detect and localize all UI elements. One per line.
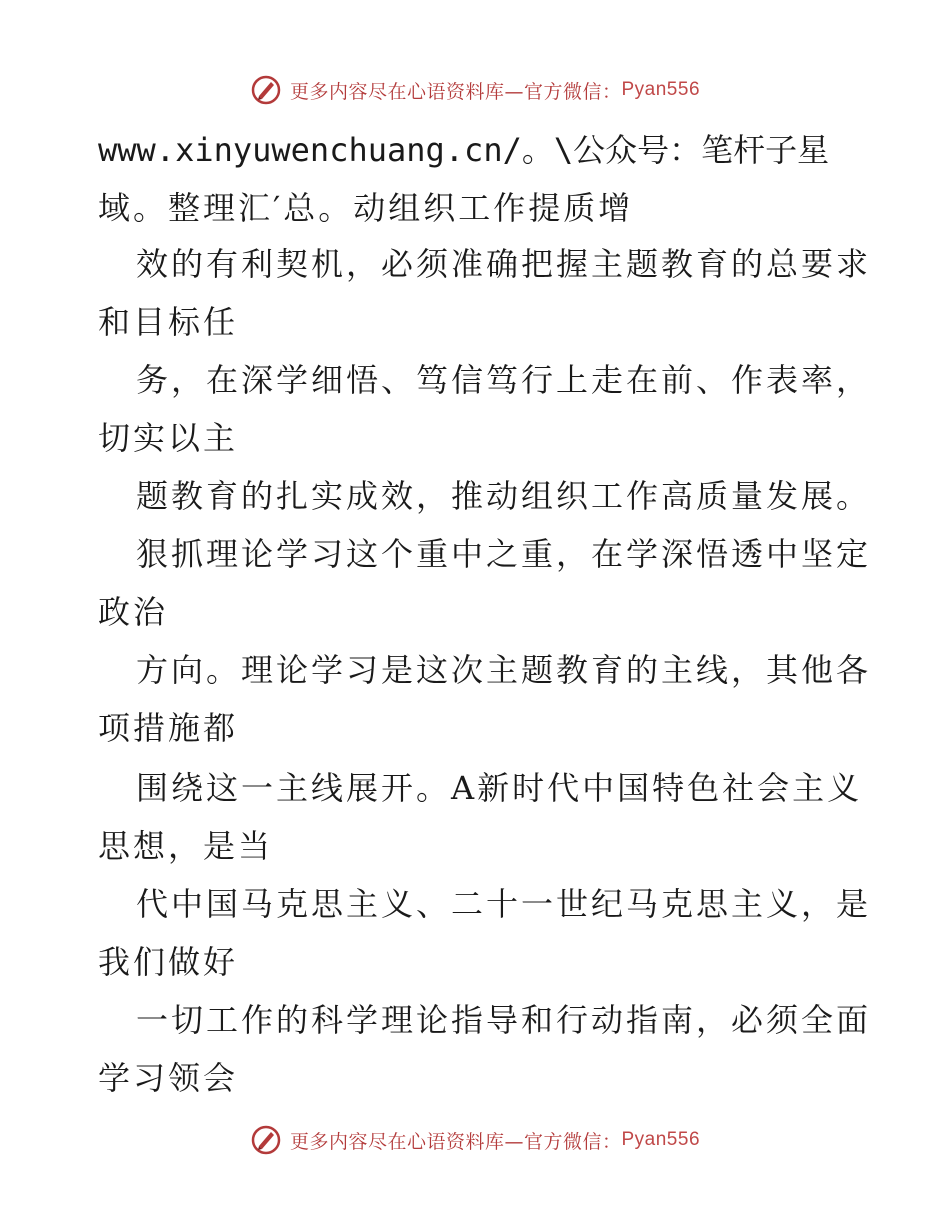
- text-line: 政治: [98, 593, 169, 631]
- text-line: 题教育的扎实成效，推动组织工作高质量发展。: [136, 477, 872, 515]
- text-line: 切实以主: [98, 419, 239, 457]
- footer-banner: [0, 1120, 950, 1160]
- header-banner-id: Pyan556: [621, 79, 701, 100]
- footer-banner-text: 更多内容尽在心语资料库—官方微信：: [289, 1130, 622, 1153]
- pen-logo-icon: [250, 74, 282, 106]
- text-line: 和目标任: [98, 303, 239, 341]
- pen-logo-icon: [250, 1124, 282, 1156]
- text-line: 学习领会: [98, 1059, 239, 1097]
- text-line: www.xinyuwenchuang.cn/。\公众号：笔杆子星: [98, 131, 830, 169]
- text-line: 方向。理论学习是这次主题教育的主线，其他各: [136, 651, 872, 689]
- text-line: 思想，是当: [98, 827, 274, 865]
- text-line: 域。整理汇′总。动组织工作提质增: [98, 189, 634, 227]
- footer-banner-id: Pyan556: [621, 1129, 701, 1150]
- text-line: 项措施都: [98, 709, 239, 747]
- text-line: 代中国马克思主义、二十一世纪马克思主义，是: [136, 885, 872, 923]
- header-banner: [0, 70, 950, 110]
- text-line: 务，在深学细悟、笃信笃行上走在前、作表率，: [136, 361, 872, 399]
- text-line: 狠抓理论学习这个重中之重，在学深悟透中坚定: [136, 535, 872, 573]
- text-line: 我们做好: [98, 943, 239, 981]
- text-line: 围绕这一主线展开。A新时代中国特色社会主义: [136, 769, 863, 807]
- text-line: 一切工作的科学理论指导和行动指南，必须全面: [136, 1001, 872, 1039]
- text-line: 效的有利契机，必须准确把握主题教育的总要求: [136, 245, 872, 283]
- header-banner-text: 更多内容尽在心语资料库—官方微信：: [289, 80, 622, 103]
